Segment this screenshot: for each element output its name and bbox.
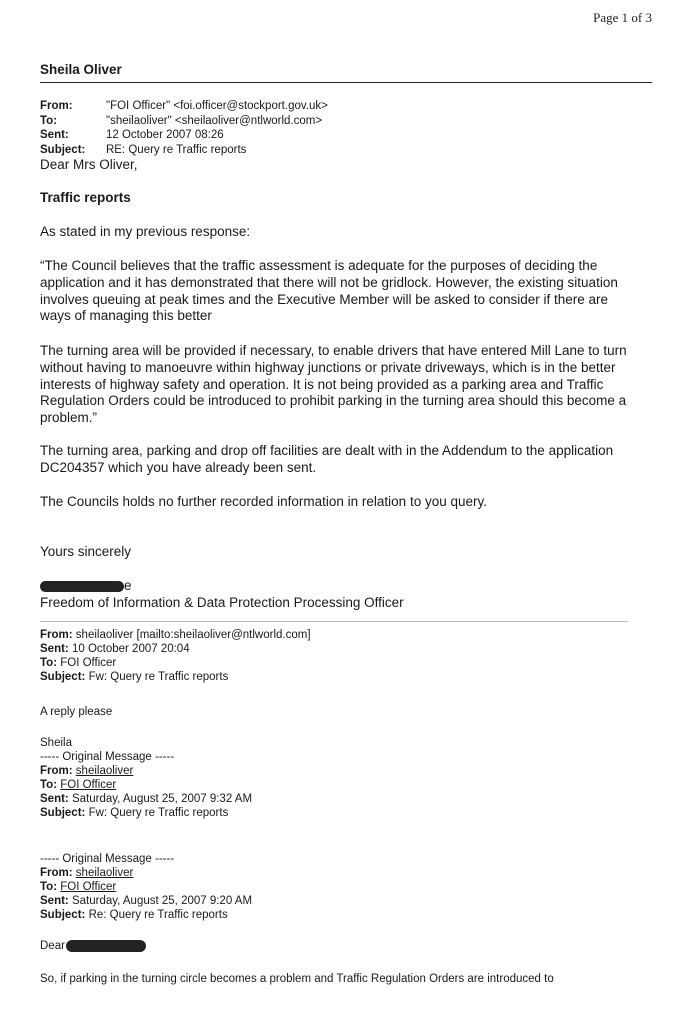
paragraph-5: The Councils holds no further recorded information in relation to you query.	[40, 494, 487, 509]
orig1-to-row	[40, 778, 640, 792]
orig2-sent-row	[40, 894, 640, 908]
orig2-block	[40, 852, 640, 922]
msg1-to-row	[40, 656, 640, 670]
sent-label: Sent:	[40, 895, 69, 907]
orig1-from-row	[40, 764, 640, 778]
from-link[interactable]: sheilaoliver	[75, 765, 134, 777]
reply-header	[40, 99, 650, 157]
subject-label: Subject:	[40, 807, 86, 819]
msg1-from-row	[40, 628, 640, 642]
sender-name: Sheila Oliver	[40, 62, 122, 77]
page-number: Page 1 of 3	[593, 10, 652, 25]
sent-value: Saturday, August 25, 2007 9:32 AM	[71, 793, 253, 805]
subject-value: Re: Query re Traffic reports	[88, 909, 228, 921]
letter-heading: Traffic reports	[40, 190, 131, 205]
reply-subject-row	[40, 143, 650, 158]
msg1-subject-row	[40, 670, 640, 684]
from-value: sheilaoliver [mailto:sheilaoliver@ntlworld.com]	[75, 629, 311, 641]
orig2-from-row	[40, 866, 640, 880]
reply-sent-row	[40, 128, 650, 143]
msg1-sent-row	[40, 642, 640, 656]
orig2-divider: ----- Original Message -----	[40, 853, 175, 865]
sent-label: Sent:	[40, 129, 69, 141]
signature-title: Freedom of Information & Data Protection Processing Officer	[40, 595, 404, 610]
orig1-subject-row	[40, 806, 640, 820]
from-label: From:	[40, 867, 73, 879]
to-label: To:	[40, 881, 58, 893]
closing: Yours sincerely	[40, 544, 132, 559]
to-value: FOI Officer	[60, 657, 117, 669]
to-label: To:	[40, 779, 58, 791]
reply-to-row	[40, 114, 650, 129]
to-label: To:	[40, 657, 58, 669]
paragraph-2: “The Council believes that the traffic assessment is adequate for the purposes of deciding the application and it has demonstrated that there will not be gridlock. However, the existing situation involves queuing at peak times and the Executive Member will be asked to consider if there are ways of managing this better	[40, 258, 618, 324]
salutation: Dear Mrs Oliver,	[40, 157, 138, 172]
subject-label: Subject:	[40, 143, 86, 156]
signature-line	[40, 578, 640, 595]
orig2-to-row	[40, 880, 640, 894]
orig1-sent-row	[40, 792, 640, 806]
from-label: From:	[40, 100, 73, 112]
sent-label: Sent:	[40, 643, 69, 655]
orig2-salutation: Dear	[40, 940, 65, 952]
to-link[interactable]: FOI Officer	[60, 881, 117, 893]
from-label: From:	[40, 629, 73, 641]
to-label: To:	[40, 114, 58, 127]
to-value: "sheilaoliver" <sheilaoliver@ntlworld.com>	[106, 114, 323, 127]
orig1-block	[40, 750, 640, 820]
paragraph-1: As stated in my previous response:	[40, 224, 251, 239]
msg1-header	[40, 628, 640, 684]
from-value: "FOI Officer" <foi.officer@stockport.gov.uk>	[106, 100, 328, 112]
orig1-divider: ----- Original Message -----	[40, 751, 175, 763]
msg1-signoff: Sheila	[40, 737, 72, 749]
subject-label: Subject:	[40, 671, 86, 683]
sent-value: 12 October 2007 08:26	[106, 129, 224, 141]
sent-value: Saturday, August 25, 2007 9:20 AM	[71, 895, 253, 907]
redacted-signature	[40, 581, 124, 592]
to-link[interactable]: FOI Officer	[60, 779, 117, 791]
orig2-body: So, if parking in the turning circle becomes a problem and Traffic Regulation Orders are introduced to	[40, 973, 554, 985]
subject-label: Subject:	[40, 909, 86, 921]
msg1-body: A reply please	[40, 706, 113, 718]
subject-value: Fw: Query re Traffic reports	[88, 807, 229, 819]
from-label: From:	[40, 765, 73, 777]
header-rule	[40, 82, 652, 83]
reply-from-row	[40, 99, 650, 114]
sent-label: Sent:	[40, 793, 69, 805]
redacted-name	[66, 940, 146, 952]
from-link[interactable]: sheilaoliver	[75, 867, 134, 879]
orig2-salutation-line	[40, 939, 640, 953]
subject-value: RE: Query re Traffic reports	[106, 143, 247, 156]
message-divider-rule	[40, 621, 628, 622]
paragraph-4: The turning area, parking and drop off facilities are dealt with in the Addendum to the application DC204357 which you have already been sent.	[40, 443, 614, 475]
subject-value: Fw: Query re Traffic reports	[88, 671, 229, 683]
paragraph-3: The turning area will be provided if necessary, to enable drivers that have entered Mill Lane to turn without having to manoeuvre within highway junctions or private driveways, which is in the better interests of highway safety and operation. It is not being provided as a parking area and Traffic Regulation Orders could be introduced to prohibit parking in the turning area should this become a problem.”	[40, 343, 627, 426]
signature-suffix: e	[124, 578, 132, 593]
sent-value: 10 October 2007 20:04	[71, 643, 190, 655]
orig2-subject-row	[40, 908, 640, 922]
